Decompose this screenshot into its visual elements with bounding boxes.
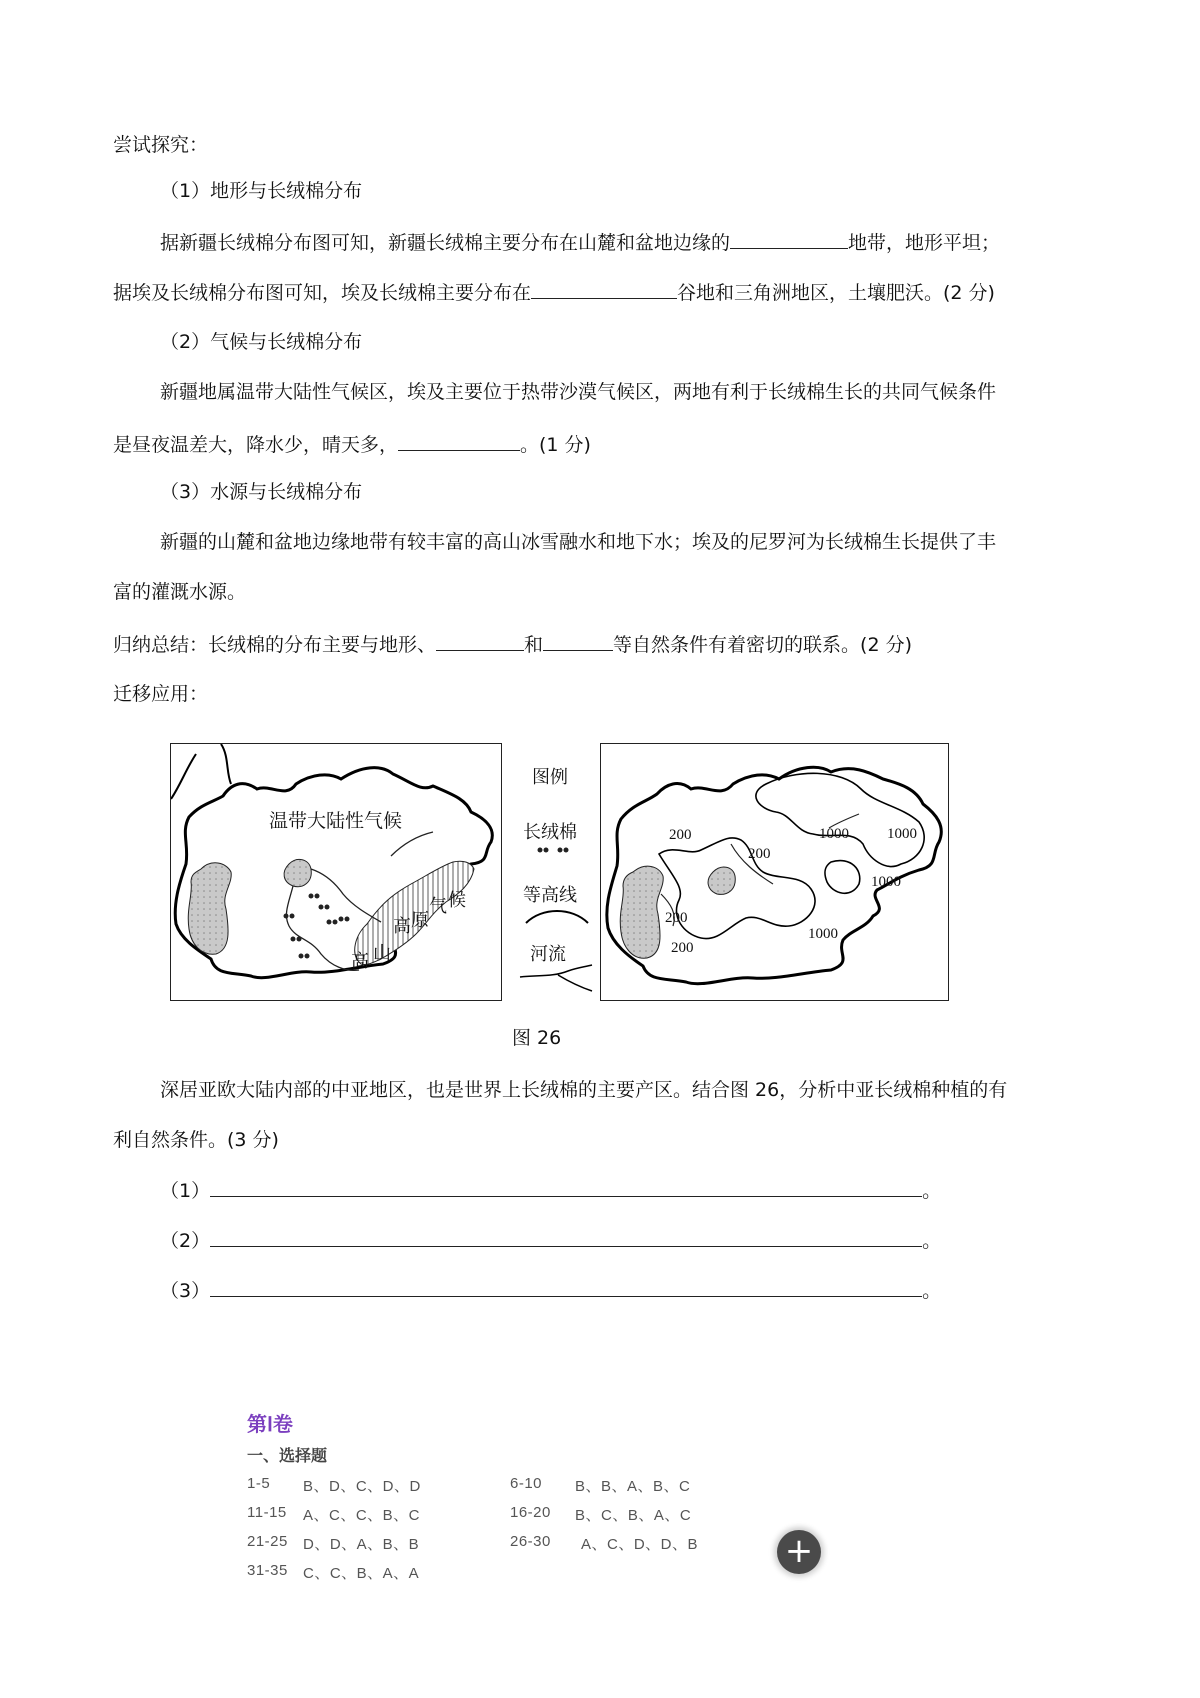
blank-4[interactable] [436, 632, 524, 651]
hou-label: 候 [448, 890, 466, 911]
summary-line [113, 632, 912, 657]
q2-line1: 新疆地属温带大陆性气候区，埃及主要位于热带沙漠气候区，两地有利于长绒棉生长的共同气候条件 [160, 381, 997, 403]
coastline [171, 744, 231, 799]
q26-item-3-num: （3） [160, 1280, 211, 1302]
q26-item-2-end: 。 [922, 1230, 942, 1252]
q1-line2 [113, 280, 995, 305]
q26-item-2 [160, 1228, 941, 1253]
contour-1000-a [756, 773, 924, 866]
transfer-heading: 迁移应用： [113, 683, 209, 705]
shan-label: 山 [373, 943, 391, 964]
ans-values: B、D、C、D、D [303, 1478, 421, 1495]
q26-item-3-end: 。 [922, 1280, 942, 1302]
contour-label-200-b: 200 [748, 846, 771, 862]
summary-a: 归纳总结：长绒棉的分布主要与地形、 [113, 634, 437, 656]
gao1-label: 高 [393, 916, 411, 937]
q2-line2-b: 。(1 分) [520, 434, 591, 456]
q26-answer-blank-3[interactable] [210, 1278, 922, 1297]
blank-5[interactable] [543, 632, 613, 651]
q2-line2 [113, 432, 591, 457]
river-2 [311, 869, 381, 922]
gao2-label: 高 [351, 951, 369, 972]
contour-legend-icon [522, 903, 592, 927]
q26-line1: 深居亚欧大陆内部的中亚地区，也是世界上长绒棉的主要产区。结合图 26，分析中亚长绒棉种植的有 [160, 1079, 1008, 1101]
q1-title: （1）地形与长绒棉分布 [160, 180, 363, 202]
climate-map-svg [171, 744, 501, 1000]
ans-range: 16-20 [510, 1504, 551, 1521]
q1-line1-a: 据新疆长绒棉分布图可知，新疆长绒棉主要分布在山麓和盆地边缘的 [160, 232, 731, 254]
cotton-legend-icon [535, 845, 571, 855]
ans-values: D、D、A、B、B [303, 1536, 420, 1553]
contour-label-1000-a: 1000 [819, 826, 849, 842]
legend-river: 河流 [530, 944, 566, 965]
summary-b: 和 [524, 634, 544, 656]
legend [510, 743, 590, 999]
q26-line2: 利自然条件。(3 分) [113, 1129, 279, 1151]
answer-subtitle: 一、选择题 [247, 1448, 328, 1465]
summary-c: 等自然条件有着密切的联系。(2 分) [613, 634, 912, 656]
q26-item-1 [160, 1178, 941, 1203]
ans-range: 1-5 [247, 1475, 271, 1492]
q1-line2-b: 谷地和三角洲地区，土壤肥沃。(2 分) [677, 282, 995, 304]
ans-range: 6-10 [510, 1475, 543, 1492]
ans-range: 11-15 [247, 1504, 287, 1521]
ans-values: A、C、D、D、B [581, 1536, 699, 1553]
q1-line2-a: 据埃及长绒棉分布图可知，埃及长绒棉主要分布在 [113, 282, 532, 304]
climate-label: 温带大陆性气候 [269, 810, 403, 832]
q3-line1: 新疆的山麓和盆地边缘地带有较丰富的高山冰雪融水和地下水；埃及的尼罗河为长绒棉生长提供了丰 [160, 531, 997, 553]
qi-label: 气 [429, 896, 447, 917]
legend-title: 图例 [532, 767, 568, 788]
aral-sea-2 [708, 867, 735, 894]
q26-item-1-end: 。 [922, 1180, 942, 1202]
q1-line1-b: 地带，地形平坦； [848, 232, 1001, 254]
legend-contour: 等高线 [523, 885, 577, 906]
q1-line1 [160, 230, 1000, 255]
contour-label-200-a: 200 [669, 827, 692, 843]
blank-1[interactable] [730, 230, 848, 249]
caspian-sea-2 [620, 866, 663, 958]
answer-title-text: 第Ⅰ卷 [247, 1414, 293, 1436]
aral-sea [284, 859, 311, 886]
explore-heading: 尝试探究： [113, 134, 209, 156]
contour-1000-b [825, 861, 860, 894]
ans-values: A、C、C、B、C [303, 1507, 421, 1524]
ans-values: B、C、B、A、C [575, 1507, 692, 1524]
q26-answer-blank-1[interactable] [210, 1178, 922, 1197]
contour-label-200-c: 200 [665, 910, 688, 926]
q26-item-3 [160, 1278, 941, 1303]
q26-item-1-num: （1） [160, 1180, 211, 1202]
river-legend-icon [518, 963, 594, 993]
add-button[interactable] [777, 1530, 821, 1574]
q26-answer-blank-2[interactable] [210, 1228, 922, 1247]
contour-label-1000-c: 1000 [871, 874, 901, 890]
yuan-label: 原 [411, 910, 429, 931]
ans-values: B、B、A、B、C [575, 1478, 691, 1495]
ans-range: 21-25 [247, 1533, 288, 1550]
figure-caption: 图 26 [512, 1027, 562, 1049]
q2-line2-a: 是昼夜温差大，降水少，晴天多， [113, 434, 399, 456]
blank-2[interactable] [531, 280, 677, 299]
contour-label-1000-d: 1000 [808, 926, 838, 942]
q2-title: （2）气候与长绒棉分布 [160, 331, 363, 353]
answer-grid [247, 1475, 847, 1595]
ans-values: C、C、B、A、A [303, 1565, 420, 1582]
legend-cotton: 长绒棉 [523, 822, 577, 843]
ans-range: 31-35 [247, 1562, 288, 1579]
ans-range: 26-30 [510, 1533, 551, 1550]
contour-label-200-d: 200 [671, 940, 694, 956]
plus-icon: + [784, 1531, 814, 1571]
blank-3[interactable] [398, 432, 520, 451]
contour-map [600, 743, 949, 1001]
river-3 [391, 832, 433, 856]
climate-map [170, 743, 502, 1001]
q3-line2: 富的灌溉水源。 [113, 581, 247, 603]
q26-item-2-num: （2） [160, 1230, 211, 1252]
q3-title: （3）水源与长绒棉分布 [160, 481, 363, 503]
contour-label-1000-b: 1000 [887, 826, 917, 842]
contour-map-svg [601, 744, 948, 1000]
caspian-sea [188, 863, 231, 954]
